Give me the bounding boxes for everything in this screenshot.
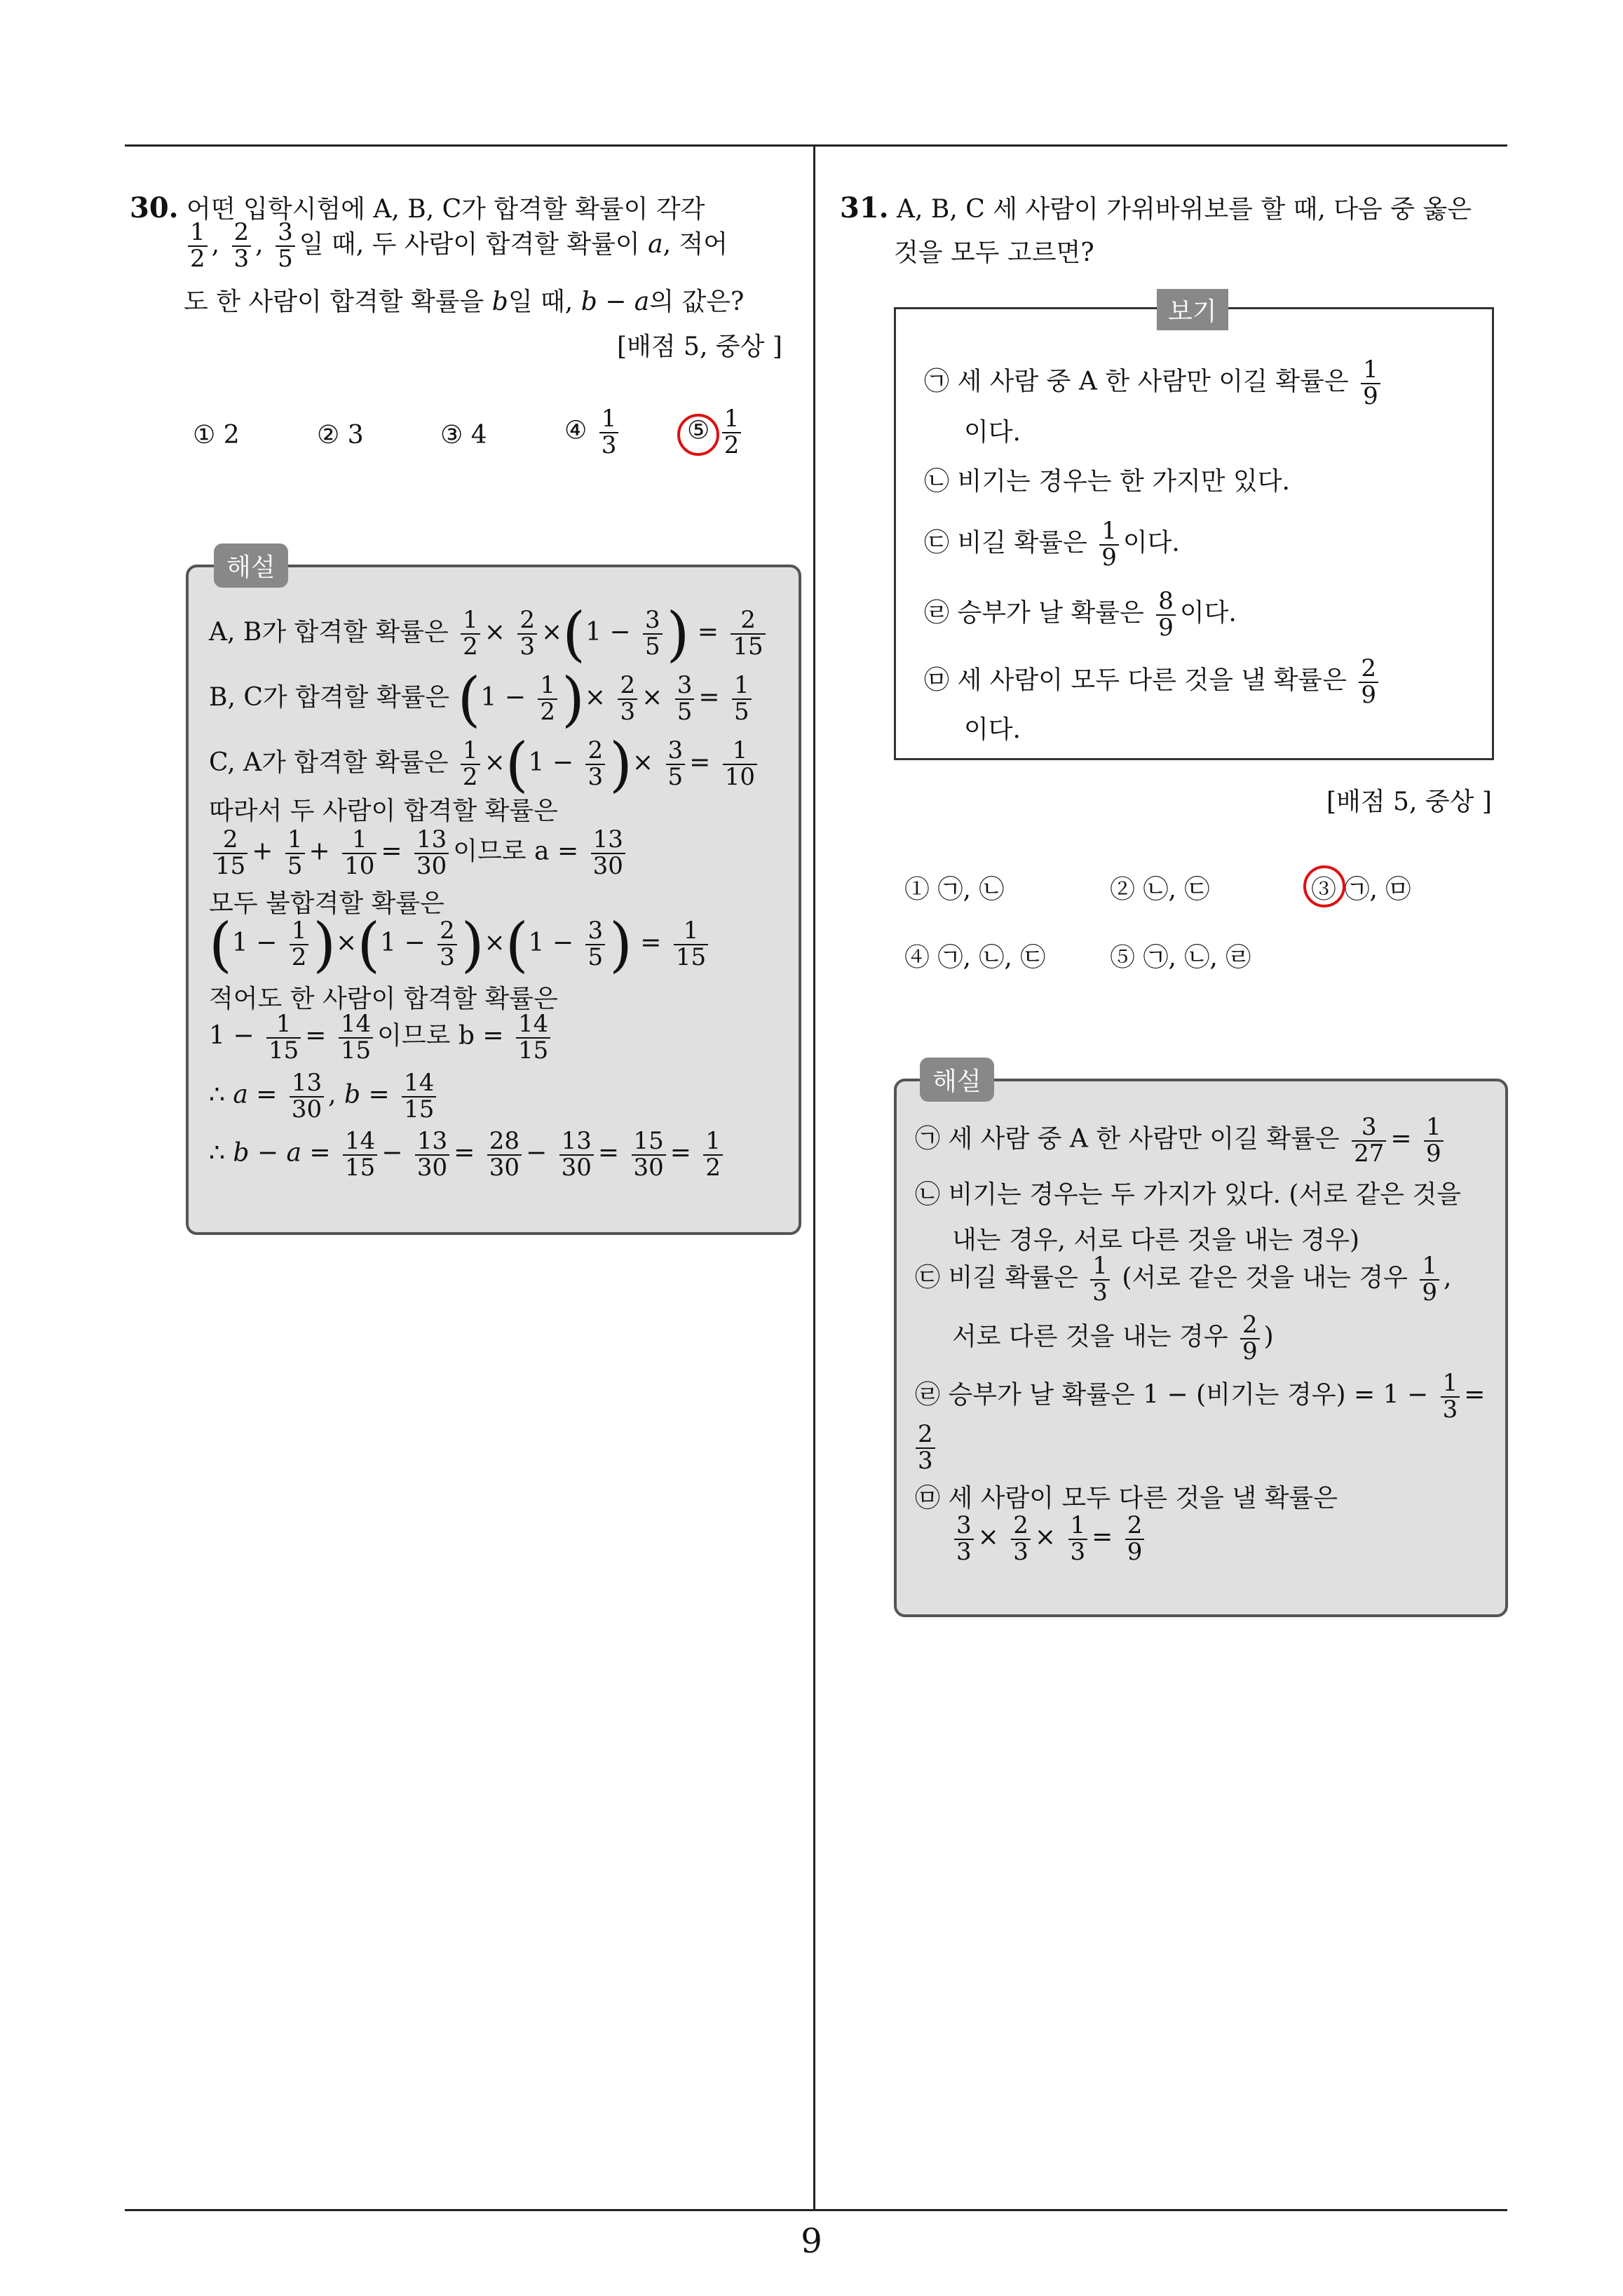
q30-sol-line1: A, B가 합격할 확률은 $\frac{1}{2}$ × $\frac{2}{3}$ ×(1 − $\frac{3}{5}$ ) = $\frac{2}{15}$ [209,605,770,663]
fraction: $\frac{13}{30}$ [559,1129,594,1180]
selected-answer-mark-icon [1303,865,1345,907]
q31-solution-tab: 해설 [920,1058,994,1102]
fraction: $\frac{3}{5}$ [276,220,295,271]
q30-sol-line9: 1 − $\frac{1}{15}$ = $\frac{14}{15}$ 이므로 b = $\frac{14}{15}$ [209,1012,555,1063]
bogi-text: ㉣ 승부가 날 확률은 [924,598,1144,628]
sol-text: 서로 다른 것을 내는 경우 [952,1322,1228,1351]
fraction: $\frac{3}{5}$ [643,608,663,659]
fraction: $\frac{2}{3}$ [618,673,637,724]
q31-line2: 것을 모두 고르면? [894,238,1094,267]
q30-text3-mid: 일 때, [508,288,581,316]
fraction: $\frac{14}{15}$ [402,1071,436,1122]
bogi-text: ㉠ 세 사람 중 A 한 사람만 이길 확률은 [924,367,1349,396]
q30-sol-line3: C, A가 합격할 확률은 $\frac{1}{2}$ ×(1 − $\frac{2}{3}$ )× $\frac{3}{5}$ = $\frac{1}{10}$ [209,735,761,794]
q30-meta: [배점 5, 중상 ] [617,332,782,361]
bogi-item-1-end: 이다. [964,418,1021,447]
fraction: $\frac{28}{30}$ [487,1129,522,1180]
q30-choice-4-label: ④ [564,416,588,445]
fraction: $\frac{1}{2}$ [538,673,557,724]
sol-text: ㉣ 승부가 날 확률은 1 − (비기는 경우) = 1 − [915,1380,1429,1410]
q31-sol-line3: ㉢ 비길 확률은 $\frac{1}{3}$ (서로 같은 것을 내는 경우 $\frac{1}{9}$ , [915,1252,1452,1306]
fraction: $\frac{2}{3}$ [517,608,537,659]
fraction: $\frac{1}{9}$ [1424,1115,1444,1166]
q31-bogi-tab: 보기 [1157,289,1228,330]
fraction: $\frac{1}{2}$ [188,220,208,271]
q30-choice-1[interactable]: ① 2 [193,421,240,450]
q30-solution-tab: 해설 [214,543,288,588]
q31-sol-line6: $\frac{3}{3}$ × $\frac{2}{3}$ × $\frac{1}{3}$ = $\frac{2}{9}$ [950,1513,1148,1565]
top-rule [125,144,1507,147]
q31-sol-line3b: 서로 다른 것을 내는 경우 $\frac{2}{9}$ ) [952,1311,1274,1365]
q30-sol-text: A, B가 합격할 확률은 [209,618,449,647]
q31-text1: A, B, C 세 사람이 가위바위보를 할 때, 다음 중 옳은 [897,195,1472,224]
fraction: $\frac{1}{2}$ [722,407,742,458]
q31-sol-line4b [911,1422,939,1473]
q31-sol-line4: ㉣ 승부가 날 확률은 1 − (비기는 경우) = 1 − $\frac{1}{3}$ = [915,1369,1486,1424]
sol-text: ㉢ 비길 확률은 [915,1263,1078,1292]
q30-number: 30. [130,191,179,224]
fraction: $\frac{2}{15}$ [731,608,765,659]
q31-choice-5[interactable]: ⑤ ㉠, ㉡, ㉣ [1110,943,1251,972]
q30-sol-line10: ∴ a = $\frac{13}{30}$ , b = $\frac{14}{15}$ [209,1071,440,1122]
bogi-item-1 [924,358,1385,409]
page-number: 9 [801,2222,822,2261]
q31-line1 [840,184,1472,234]
fraction: $\frac{1}{5}$ [732,673,752,724]
expr-b-minus-a: b − a [580,288,650,316]
fraction: $\frac{1}{10}$ [723,738,757,790]
fraction: $\frac{2}{3}$ [232,220,252,271]
fraction: $\frac{2}{15}$ [213,828,247,879]
q31-meta: [배점 5, 중상 ] [1326,788,1492,816]
q30-line2: $\frac{1}{2}$ , $\frac{2}{3}$ , $\frac{3}{5}$ 일 때, 두 사람이 합격할 확률이 a, 적어 [184,220,728,272]
sol-text: (서로 같은 것을 내는 경우 [1122,1263,1408,1292]
var-a: a [648,230,663,259]
sol-text: ㉠ 세 사람 중 A 한 사람만 이길 확률은 [915,1124,1340,1154]
fraction: $\frac{3}{5}$ [675,673,695,724]
q30-text3: 도 한 사람이 합격할 확률을 [184,288,492,316]
fraction: $\frac{1}{3}$ [599,407,619,458]
fraction: $\frac{15}{30}$ [632,1129,666,1180]
fraction: $\frac{2}{3}$ [916,1422,935,1473]
q30-line3 [184,278,744,327]
fraction: $\frac{2}{3}$ [585,738,605,790]
fraction: $\frac{3}{27}$ [1352,1115,1386,1166]
fraction: $\frac{14}{15}$ [339,1012,373,1063]
q31-sol-line2: ㉡ 비기는 경우는 두 가지가 있다. (서로 같은 것을 [915,1180,1462,1209]
fraction: $\frac{1}{5}$ [285,828,305,879]
fraction: $\frac{13}{30}$ [290,1071,324,1122]
fraction: $\frac{14}{15}$ [516,1012,550,1063]
q30-text2-tail: , 적어 [663,230,728,259]
q30-sol-line2: B, C가 합격할 확률은 (1 − $\frac{1}{2}$ )× $\frac{2}{3}$ × $\frac{3}{5}$ = $\frac{1}{5}$ [209,670,756,729]
q30-choice-3[interactable]: ③ 4 [440,421,487,450]
q30-sol-line7: (1 − $\frac{1}{2}$ )×(1 − $\frac{2}{3}$ )×(1 − $\frac{3}{5}$ ) = $\frac{1}{15}$ [209,915,712,974]
fraction: $\frac{1}{9}$ [1420,1254,1439,1305]
fraction: $\frac{2}{9}$ [1240,1313,1260,1364]
q30-choice-5-label: ⑤ [687,416,710,445]
bogi-item-2: ㉡ 비기는 경우는 한 가지만 있다. [924,467,1290,496]
therefore-symbol: ∴ [209,1080,225,1109]
q31-choice-1[interactable]: ① ㉠, ㉡ [904,875,1005,904]
fraction: $\frac{2}{9}$ [1125,1513,1145,1565]
fraction: $\frac{13}{30}$ [415,1129,449,1180]
q30-sol-line4: 따라서 두 사람이 합격할 확률은 [209,797,558,825]
fraction: $\frac{2}{3}$ [1011,1513,1031,1565]
q31-sol-line1: ㉠ 세 사람 중 A 한 사람만 이길 확률은 $\frac{3}{27}$ = $\frac{1}{9}$ [915,1115,1448,1166]
bogi-text: ㉢ 비길 확률은 [924,528,1087,558]
q30-choice-4[interactable] [564,407,623,458]
fraction: $\frac{1}{15}$ [674,919,708,970]
fraction: $\frac{8}{9}$ [1156,589,1176,640]
fraction: $\frac{1}{2}$ [461,608,480,659]
column-divider [813,144,815,2210]
q30-sol-text: B, C가 합격할 확률은 [209,683,450,712]
q30-sol-line5: $\frac{2}{15}$ + $\frac{1}{5}$ + $\frac{1}{10}$ = $\frac{13}{30}$ 이므로 a = $\frac{13}{30}$ [209,828,630,879]
fraction: $\frac{2}{3}$ [437,919,457,970]
bottom-rule [125,2209,1507,2211]
fraction: $\frac{3}{3}$ [954,1513,974,1565]
bogi-item-3 [924,519,1180,570]
fraction: $\frac{13}{30}$ [414,828,449,879]
bogi-item-4 [924,589,1237,640]
fraction: $\frac{1}{3}$ [1068,1513,1088,1565]
fraction: $\frac{3}{5}$ [666,738,686,790]
q30-text3-end: 의 값은? [649,288,745,316]
q30-choice-2[interactable]: ② 3 [317,421,364,450]
fraction: $\frac{1}{2}$ [461,738,480,790]
fraction: $\frac{1}{10}$ [342,828,376,879]
fraction: $\frac{3}{5}$ [585,919,605,970]
bogi-text: 이다. [1179,598,1237,628]
bogi-item-5 [924,656,1383,708]
var-b: b [491,288,508,316]
fraction: $\frac{1}{3}$ [1090,1254,1110,1305]
bogi-item-5-end: 이다. [964,715,1021,744]
fraction: $\frac{14}{15}$ [343,1129,377,1180]
selected-answer-mark-icon [677,414,719,456]
bogi-text: ㉤ 세 사람이 모두 다른 것을 낼 확률은 [924,666,1347,695]
fraction: $\frac{1}{2}$ [703,1129,723,1180]
q30-sol-text: C, A가 합격할 확률은 [209,748,449,777]
bogi-text: 이다. [1122,528,1180,558]
q31-sol-line5: ㉤ 세 사람이 모두 다른 것을 낼 확률은 [915,1484,1338,1513]
fraction: $\frac{1}{2}$ [290,919,309,970]
fraction: $\frac{13}{30}$ [591,828,625,879]
q30-sol-text: 이므로 b = [377,1021,504,1051]
q30-sol-line8: 적어도 한 사람이 합격할 확률은 [209,985,558,1013]
fraction: $\frac{1}{15}$ [266,1012,301,1063]
q30-sol-line6: 모두 불합격할 확률은 [209,889,444,918]
fraction: $\frac{1}{9}$ [1099,519,1119,570]
fraction: $\frac{1}{3}$ [1441,1371,1460,1422]
q30-sol-text: 이므로 a = [453,837,579,866]
q31-choice-3[interactable]: ③ ㉠, ㉤ [1311,875,1411,904]
q31-choice-2[interactable]: ② ㉡, ㉢ [1110,875,1210,904]
q31-sol-line2b: 내는 경우, 서로 다른 것을 내는 경우) [952,1226,1360,1255]
fraction: $\frac{1}{9}$ [1361,358,1380,409]
therefore-symbol: ∴ [209,1138,225,1168]
q31-number: 31. [840,191,889,224]
fraction: $\frac{2}{9}$ [1359,656,1378,708]
q30-sol-line11: ∴ b − a = $\frac{14}{15}$ − $\frac{13}{30}$ = $\frac{28}{30}$ − $\frac{13}{30}$ = $\frac{15}{30}$ = $\frac{1}{2}$ [209,1129,727,1180]
q31-choice-4[interactable]: ④ ㉠, ㉡, ㉢ [904,943,1046,972]
q30-text1: 어떤 입학시험에 A, B, C가 합격할 확률이 각각 [186,195,705,224]
q30-text2: 일 때, 두 사람이 합격할 확률이 [299,230,648,259]
